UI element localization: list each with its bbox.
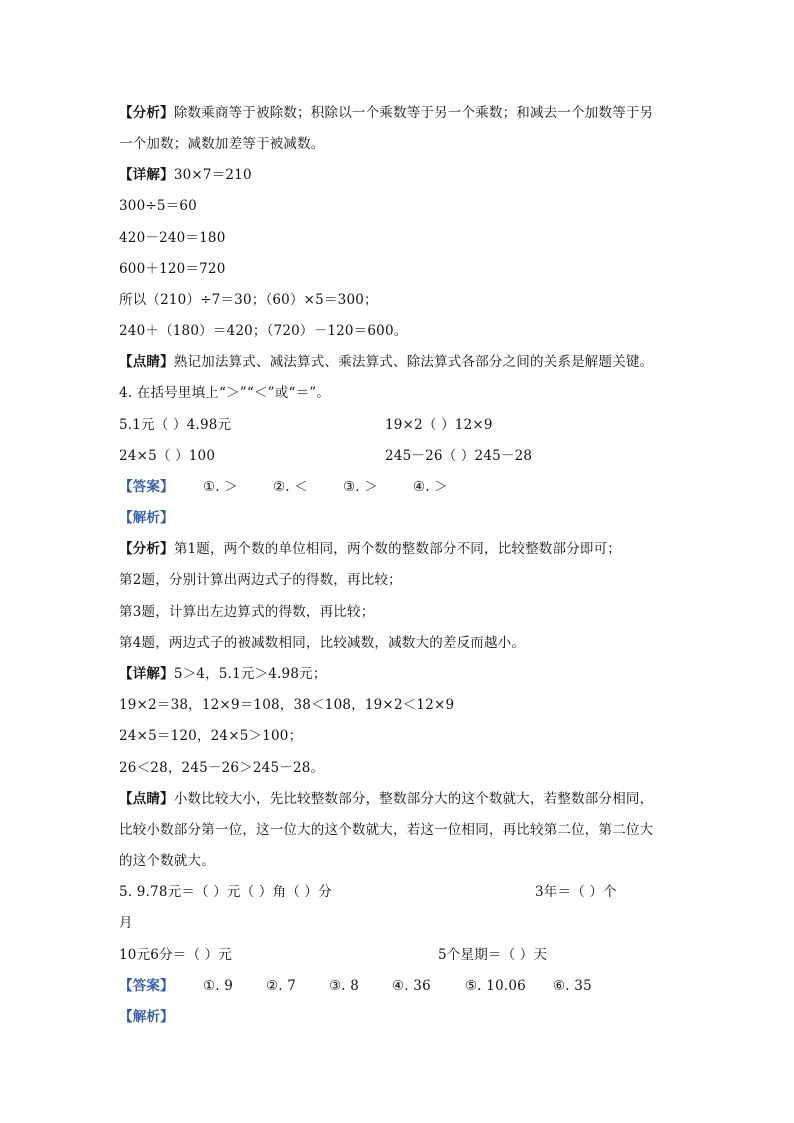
q5-item-4: 5个星期＝（ ）天 [438,947,548,963]
answer-item-1: ①. ＞ [203,479,238,495]
analysis-tag: 【分析】 [119,105,174,121]
q4-item-4: 245－26（ ）245－28 [385,448,533,464]
comment-4-line-2: 比较小数部分第一位，这一位大的这个数就大，若这一位相同，再比较第二位，第二位大 [119,822,654,838]
detail-1-line-6: 240＋（180）＝420；（720）－120＝600。 [119,323,408,339]
detail-1-line-1 [119,163,252,187]
q4-item-2: 19×2（ ）12×9 [385,417,493,433]
question-4-title: 4. 在括号里填上“＞”“＜”或“＝”。 [119,385,331,401]
analysis-4-line-3: 第3题，计算出左边算式的得数，再比较； [119,604,375,620]
jiexi-4-tag: 【解析】 [119,510,174,526]
detail-4-line-2: 19×2＝38，12×9＝108，38＜108，19×2＜12×9 [119,697,455,713]
q5-item-3: 10元6分＝（ ）元 [119,947,233,963]
analysis-4-line-4: 第4题，两边式子的被减数相同，比较减数，减数大的差反而越小。 [119,635,526,651]
detail-1-line-4: 600＋120＝720 [119,261,226,277]
detail-1-line-2: 300÷5＝60 [119,198,197,214]
analysis-1-line-1 [119,101,653,125]
answer-item-3: ③. ＞ [343,479,378,495]
detail-tag: 【详解】 [119,666,174,682]
detail-text: 5＞4，5.1元＞4.98元； [173,666,327,682]
answer-item-5: ⑤. 10.06 [465,978,526,994]
comment-text: 熟记加法算式、减法算式、乘法算式、除法算式各部分之间的关系是解题关键。 [173,354,654,370]
answer-item-4: ④. 36 [392,978,431,994]
comment-4-line-3: 的这个数就大。 [119,853,215,869]
question-5-row-2 [119,943,679,967]
question-5-row-1-wrap: 月 [119,915,133,931]
detail-1-line-3: 420－240＝180 [119,230,226,246]
jiexi-5-tag: 【解析】 [119,1009,174,1025]
answer-4-line [119,475,719,499]
answer-item-4: ④. ＞ [413,479,448,495]
detail-1-line-5: 所以（210）÷7＝30；（60）×5＝300； [119,292,378,308]
question-4-row-1 [119,413,719,437]
analysis-4-line-2: 第2题，分别计算出两边式子的得数，再比较； [119,572,402,588]
detail-4-line-3: 24×5＝120，24×5＞100； [119,728,303,744]
answer-tag: 【答案】 [119,978,174,994]
detail-4-line-4: 26＜28，245－26＞245－28。 [119,760,325,776]
answer-item-1: ①. 9 [203,978,234,994]
analysis-1-line-2: 一个加数；减数加差等于被减数。 [119,136,325,152]
answer-item-3: ③. 8 [329,978,360,994]
comment-4-line-1 [119,787,653,811]
analysis-4-line-1 [119,537,621,561]
detail-text: 30×7＝210 [173,167,252,183]
analysis-text: 第1题，两个数的单位相同，两个数的整数部分不同，比较整数部分即可； [173,541,622,557]
detail-tag: 【详解】 [119,167,174,183]
analysis-tag: 【分析】 [119,541,174,557]
answer-item-6: ⑥. 35 [553,978,592,994]
answer-item-2: ②. 7 [266,978,297,994]
detail-4-line-1 [119,662,327,686]
analysis-text: 除数乘商等于被除数；积除以一个乘数等于另一个乘数；和减去一个加数等于另 [173,105,654,121]
q5-item-2: 3年＝（ ）个 [535,884,617,900]
comment-1-line [119,350,653,374]
question-4-row-2 [119,444,719,468]
comment-text: 小数比较大小，先比较整数部分，整数部分大的这个数就大，若整数部分相同， [173,791,654,807]
q5-item-1: 5. 9.78元＝（ ）元（ ）角（ ）分 [119,884,332,900]
question-5-row-1 [119,880,679,904]
comment-tag: 【点睛】 [119,791,174,807]
answer-5-line [119,974,679,998]
comment-tag: 【点睛】 [119,354,174,370]
answer-item-2: ②. ＜ [273,479,308,495]
q4-item-1: 5.1元（ ）4.98元 [119,417,232,433]
answer-tag: 【答案】 [119,479,174,495]
q4-item-3: 24×5（ ）100 [119,448,216,464]
